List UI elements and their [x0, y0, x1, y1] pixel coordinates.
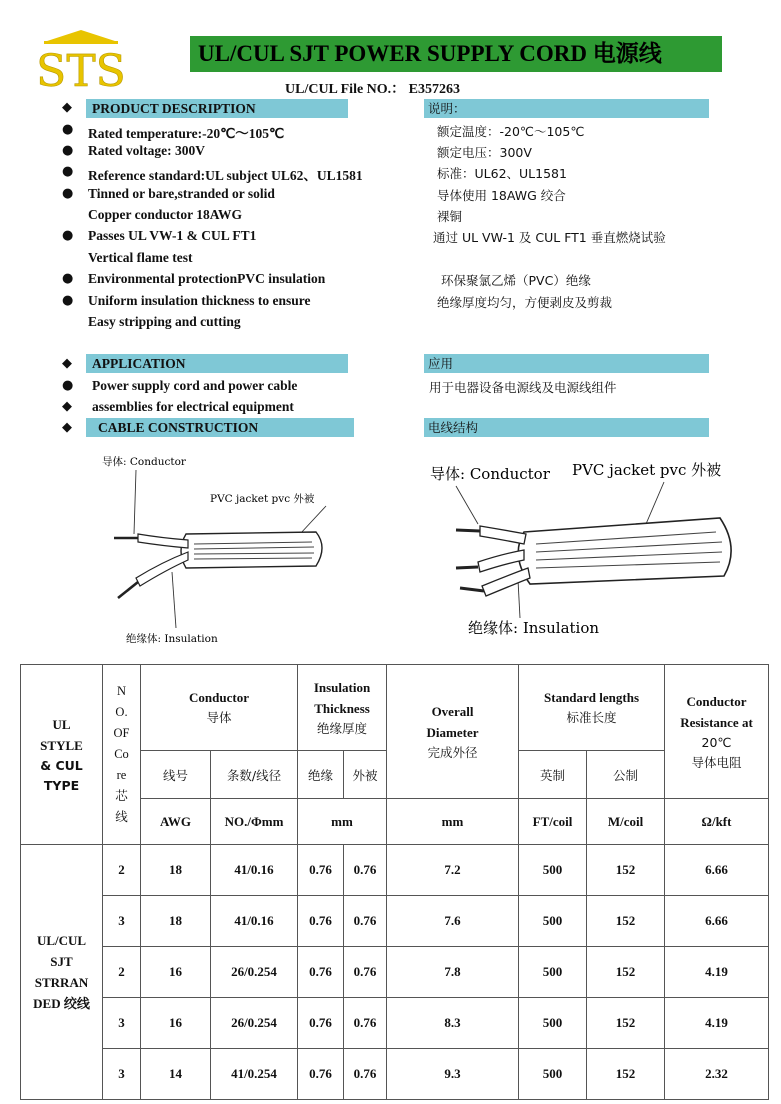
cell-jacket: 0.76	[344, 998, 387, 1049]
spec-line: Vertical flame test	[88, 250, 193, 265]
bullet-icon: ●	[62, 122, 74, 137]
cell-ft-coil: 500	[519, 896, 587, 947]
subheader-strands: 条数/线径	[211, 751, 298, 799]
svg-text:STS: STS	[36, 46, 126, 90]
cell-m-coil: 152	[587, 896, 665, 947]
spec-line: Uniform insulation thickness to ensure	[88, 293, 311, 308]
cell-m-coil: 152	[587, 845, 665, 896]
unit-awg: AWG	[141, 799, 211, 845]
conductor-label: 导体: Conductor	[430, 465, 550, 483]
cell-awg: 18	[141, 896, 211, 947]
cell-awg: 16	[141, 947, 211, 998]
cell-awg: 18	[141, 845, 211, 896]
cell-strand: 41/0.16	[211, 896, 298, 947]
cell-ft-coil: 500	[519, 845, 587, 896]
cable-type-label: UL/CUL SJT STRRAN DED 绞线	[21, 845, 103, 1100]
page-title: UL/CUL SJT POWER SUPPLY CORD 电源线	[190, 36, 722, 72]
cell-ft-coil: 500	[519, 947, 587, 998]
spec-line: Reference standard:UL subject UL62、UL1581	[88, 168, 363, 183]
cell-strand: 26/0.254	[211, 947, 298, 998]
cable-diagram-3-core	[420, 452, 760, 642]
application-line-cn: 用于电器设备电源线及电源线组件	[429, 380, 617, 395]
cell-insulation: 0.76	[298, 1049, 344, 1100]
section-product-description-cn: 说明：	[424, 99, 709, 118]
cell-insulation: 0.76	[298, 845, 344, 896]
diamond-bullet-icon: ◆	[62, 420, 72, 435]
header-standard-lengths: Standard lengths 标准长度	[519, 665, 665, 751]
cell-core: 3	[103, 998, 141, 1049]
unit-diameter: mm	[387, 799, 519, 845]
diamond-bullet-icon: ◆	[62, 100, 72, 115]
bullet-icon: ●	[62, 293, 74, 308]
cell-ft-coil: 500	[519, 1049, 587, 1100]
cell-core: 3	[103, 896, 141, 947]
cell-awg: 14	[141, 1049, 211, 1100]
cell-core: 2	[103, 947, 141, 998]
header-insulation-thickness: Insulation Thickness 绝缘厚度	[298, 665, 387, 751]
cell-insulation: 0.76	[298, 947, 344, 998]
diamond-bullet-icon: ◆	[62, 399, 72, 414]
cell-resistance: 4.19	[665, 947, 769, 998]
subheader-metric: 公制	[587, 751, 665, 799]
section-application-cn: 应用	[424, 354, 709, 373]
spec-line-cn: 裸铜	[437, 209, 463, 224]
spec-line: Tinned or bare,stranded or solid	[88, 186, 275, 201]
unit-thickness: mm	[298, 799, 387, 845]
insulation-label: 绝缘体: Insulation	[126, 633, 218, 645]
cell-strand: 41/0.16	[211, 845, 298, 896]
bullet-icon: ●	[62, 143, 74, 158]
bullet-icon: ●	[62, 378, 74, 393]
header-no-of-core: NO.OFCore芯线	[103, 665, 141, 845]
spec-line: Rated temperature:-20℃～105℃	[88, 126, 285, 141]
spec-line: Copper conductor 18AWG	[88, 207, 243, 222]
spec-line-cn: 标准：UL62、UL1581	[437, 166, 567, 181]
unit-ft-coil: FT/coil	[519, 799, 587, 845]
cell-m-coil: 152	[587, 998, 665, 1049]
spec-line-cn: 环保聚氯乙烯（PVC）绝缘	[441, 273, 591, 288]
section-product-description: PRODUCT DESCRIPTION	[86, 99, 348, 118]
header-ul-style: UL STYLE & CUL TYPE	[21, 665, 103, 845]
insulation-label: 绝缘体: Insulation	[468, 619, 600, 637]
bullet-icon: ●	[62, 164, 74, 179]
cell-strand: 41/0.254	[211, 1049, 298, 1100]
cell-resistance: 6.66	[665, 845, 769, 896]
cell-resistance: 4.19	[665, 998, 769, 1049]
cell-m-coil: 152	[587, 1049, 665, 1100]
cell-jacket: 0.76	[344, 845, 387, 896]
cell-diameter: 7.6	[387, 896, 519, 947]
sts-logo	[36, 28, 126, 90]
bullet-icon: ●	[62, 186, 74, 201]
cell-jacket: 0.76	[344, 896, 387, 947]
cell-strand: 26/0.254	[211, 998, 298, 1049]
unit-resistance: Ω/kft	[665, 799, 769, 845]
cell-diameter: 9.3	[387, 1049, 519, 1100]
section-application: APPLICATION	[86, 354, 348, 373]
spec-line-cn: 绝缘厚度均匀，方便剥皮及剪裁	[437, 295, 613, 310]
bullet-icon: ●	[62, 271, 74, 286]
spec-line: Environmental protectionPVC insulation	[88, 271, 326, 286]
subheader-imperial: 英制	[519, 751, 587, 799]
bullet-icon: ●	[62, 228, 74, 243]
spec-line-cn: 通过 UL VW-1 及 CUL FT1 垂直燃烧试验	[433, 230, 666, 245]
cell-resistance: 6.66	[665, 896, 769, 947]
diamond-bullet-icon: ◆	[62, 356, 72, 371]
section-cable-construction: CABLE CONSTRUCTION	[86, 418, 354, 437]
subheader-gauge: 线号	[141, 751, 211, 799]
unit-strands: NO./Φmm	[211, 799, 298, 845]
cell-awg: 16	[141, 998, 211, 1049]
section-cable-construction-cn: 电线结构	[424, 418, 709, 437]
spec-line-cn: 额定温度：-20℃～105℃	[437, 124, 585, 139]
file-number: UL/CUL File NO.： E357263	[285, 82, 461, 97]
spec-line: Passes UL VW-1 & CUL FT1	[88, 228, 257, 243]
application-line: assemblies for electrical equipment	[92, 399, 294, 414]
subheader-jacket: 外被	[344, 751, 387, 799]
spec-line-cn: 额定电压：300V	[437, 145, 532, 160]
cell-resistance: 2.32	[665, 1049, 769, 1100]
spec-line: Rated voltage: 300V	[88, 143, 205, 158]
spec-line: Easy stripping and cutting	[88, 314, 241, 329]
cell-diameter: 7.8	[387, 947, 519, 998]
cell-diameter: 7.2	[387, 845, 519, 896]
cell-insulation: 0.76	[298, 896, 344, 947]
cell-core: 2	[103, 845, 141, 896]
cell-diameter: 8.3	[387, 998, 519, 1049]
cell-jacket: 0.76	[344, 947, 387, 998]
cell-core: 3	[103, 1049, 141, 1100]
application-line: Power supply cord and power cable	[92, 378, 298, 393]
conductor-label: 导体: Conductor	[102, 456, 186, 468]
spec-line-cn: 导体使用 18AWG 绞合	[437, 188, 566, 203]
cable-diagram-2-core	[90, 448, 370, 648]
cell-insulation: 0.76	[298, 998, 344, 1049]
cell-m-coil: 152	[587, 947, 665, 998]
header-conductor: Conductor 导体	[141, 665, 298, 751]
jacket-label: PVC jacket pvc 外被	[572, 461, 722, 479]
unit-m-coil: M/coil	[587, 799, 665, 845]
subheader-insulation: 绝缘	[298, 751, 344, 799]
header-conductor-resistance: Conductor Resistance at 20℃ 导体电阻	[665, 665, 769, 799]
jacket-label: PVC jacket pvc 外被	[210, 493, 315, 505]
header-overall-diameter: Overall Diameter 完成外径	[387, 665, 519, 799]
spec-table	[20, 664, 769, 1100]
cell-ft-coil: 500	[519, 998, 587, 1049]
cell-jacket: 0.76	[344, 1049, 387, 1100]
